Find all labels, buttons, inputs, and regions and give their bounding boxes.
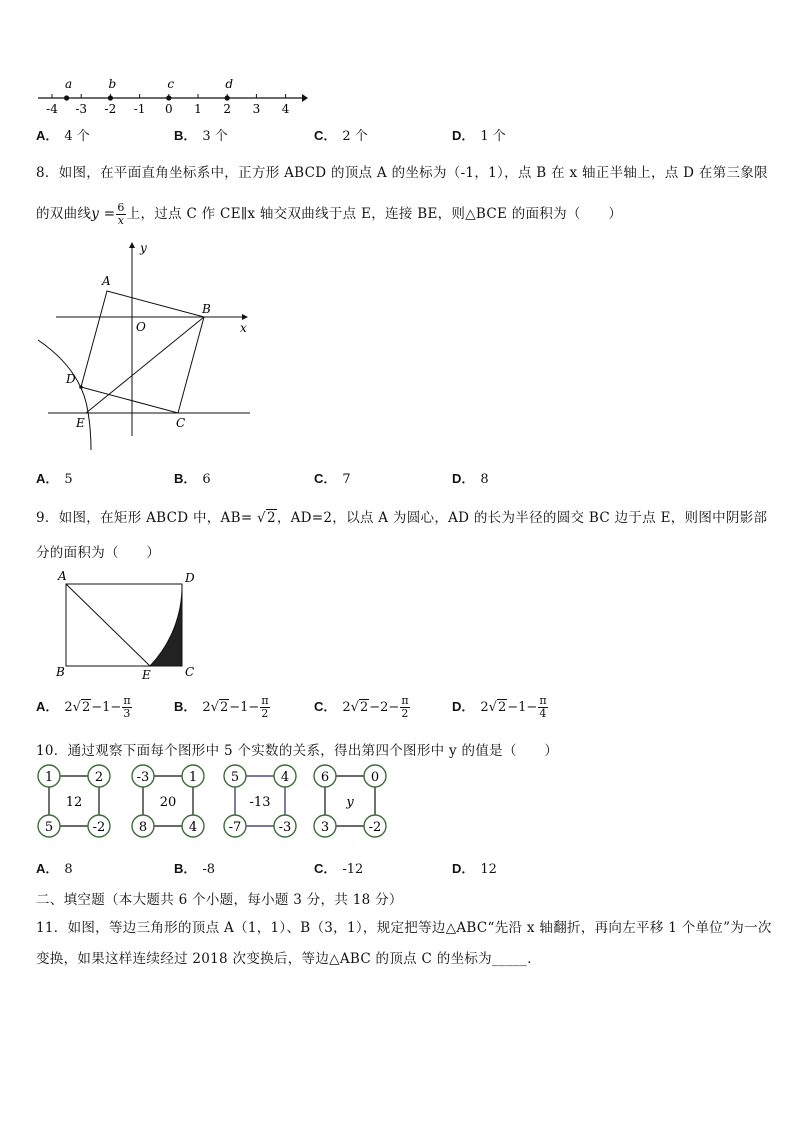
q8-stem-line1: 8．如图，在平面直角坐标系中，正方形 ABCD 的顶点 A 的坐标为（-1，1），点 B 在 x 轴正半轴上，点 D 在第三象限 <box>36 165 768 181</box>
number-line-tick-label: 2 <box>223 102 232 116</box>
number-line-tick-label: 1 <box>194 102 202 116</box>
q10-center-value: y <box>346 795 354 810</box>
number-line-point-label: d <box>225 77 234 91</box>
number-line-point-a <box>64 95 69 100</box>
q10-node-value: -7 <box>228 820 242 835</box>
number-line-tick-label: 0 <box>164 102 173 116</box>
q10-center-value: 12 <box>65 795 83 810</box>
q10-node-value: 8 <box>138 820 148 835</box>
number-line-tick-label: 3 <box>252 102 261 116</box>
q11-stem-line2: 变换，如果这样连续经过 2018 次变换后，等边△ABC 的顶点 C 的坐标为_____． <box>36 951 542 967</box>
q10-node-value: 3 <box>320 820 330 835</box>
q9-stem-line2: 分的面积为（ ） <box>36 545 161 561</box>
number-line-tick-label: -2 <box>104 102 117 116</box>
q10-node-value: 5 <box>44 820 54 835</box>
q10-figure-2 <box>132 765 204 837</box>
q10-node-value: 1 <box>44 770 54 785</box>
label-x: x <box>240 321 247 335</box>
label-a: A <box>58 569 67 583</box>
shaded-region <box>150 584 182 666</box>
q9-option-d[interactable]: D． 2√2−1− $\frac{\pi}{4}$ <box>452 694 547 720</box>
q7-option-b[interactable]: B． 3 个 <box>174 128 228 144</box>
number-line-point-d <box>225 95 230 100</box>
q8-coordinate-figure <box>36 240 256 452</box>
square-abcd <box>81 291 204 413</box>
q10-figure-3 <box>224 765 296 837</box>
label-d: D <box>185 571 195 585</box>
q10-center-value: 20 <box>159 795 177 810</box>
q10-node-value: 1 <box>188 770 198 785</box>
number-line-tick-label: -3 <box>75 102 88 116</box>
q10-node-value: 6 <box>320 770 330 785</box>
q9-options <box>36 695 596 731</box>
number-line-point-label: b <box>108 77 117 91</box>
q10-option-c[interactable]: C． -12 <box>314 861 364 877</box>
q10-figures <box>34 764 394 840</box>
q8-option-b[interactable]: B． 6 <box>174 471 211 487</box>
q8-stem-line2: 的双曲线y = $\frac{6}{x}$ 上，过点 C 作 CE∥x 轴交双曲线于点 E，连接 BE，则△BCE 的面积为（ ） <box>36 201 623 227</box>
number-line-tick-label: -4 <box>46 102 58 116</box>
q9-rectangle-figure <box>54 570 204 682</box>
q11-stem-line1: 11．如图，等边三角形的顶点 A（1，1）、B（3，1），规定把等边△ABC“先沿 x 轴翻折，再向左平移 1 个单位”为一次 <box>36 920 772 936</box>
q10-node-value: -3 <box>136 770 150 785</box>
number-line-point-label: c <box>167 77 175 91</box>
number-line-point-c <box>166 95 171 100</box>
q8-option-c[interactable]: C． 7 <box>314 471 351 487</box>
q9-option-a[interactable]: A． 2√2−1− $\frac{\pi}{3}$ <box>36 694 131 720</box>
q10-figure-1 <box>38 765 110 837</box>
q10-node-value: 2 <box>94 770 104 785</box>
section-heading: 二、填空题（本大题共 6 个小题，每小题 3 分，共 18 分） <box>36 892 403 908</box>
label-c: C <box>185 665 195 679</box>
number-line-point-label: a <box>65 77 73 91</box>
label-o: O <box>136 320 146 334</box>
y-axis-arrow <box>129 242 135 248</box>
number-line-point-b <box>108 95 113 100</box>
q10-node-value: 5 <box>230 770 240 785</box>
q10-option-d[interactable]: D． 12 <box>452 861 497 877</box>
number-line-arrow <box>302 94 308 102</box>
q10-stem: 10．通过观察下面每个图形中 5 个实数的关系，得出第四个图形中 y 的值是（ ） <box>36 743 559 759</box>
number-line-tick-label: 4 <box>281 102 290 116</box>
q10-center-value: -13 <box>249 795 271 810</box>
x-axis-arrow <box>242 314 248 320</box>
segment-ae <box>66 584 150 666</box>
number-line-tick-label: -1 <box>133 102 146 116</box>
label-e: E <box>76 416 85 430</box>
q8-option-d[interactable]: D． 8 <box>452 471 489 487</box>
q9-option-b[interactable]: B． 2√2−1− $\frac{\pi}{2}$ <box>174 694 269 720</box>
q8-option-a[interactable]: A． 5 <box>36 471 73 487</box>
q10-option-a[interactable]: A． 8 <box>36 861 73 877</box>
label-y: y <box>140 241 147 255</box>
q7-option-a[interactable]: A． 4 个 <box>36 128 90 144</box>
label-d: D <box>66 372 76 386</box>
q9-stem-line1: 9．如图，在矩形 ABCD 中，AB= √2，AD=2，以点 A 为圆心，AD 的长为半径的圆交 BC 边于点 E，则图中阴影部 <box>36 510 768 526</box>
label-e: E <box>142 668 151 682</box>
q10-node-value: 4 <box>280 770 290 785</box>
q10-node-value: -2 <box>368 820 382 835</box>
q10-node-value: -2 <box>92 820 106 835</box>
point-d-dot <box>79 385 83 389</box>
q10-node-value: 0 <box>370 770 380 785</box>
hyperbola-branch <box>38 340 91 450</box>
q10-node-value: 4 <box>188 820 198 835</box>
q7-option-d[interactable]: D． 1 个 <box>452 128 506 144</box>
q10-option-b[interactable]: B． -8 <box>174 861 216 877</box>
q10-figure-4 <box>314 765 386 837</box>
label-b: B <box>202 302 211 316</box>
label-a: A <box>102 274 111 288</box>
number-line-figure <box>36 74 308 118</box>
label-b: B <box>56 665 65 679</box>
q9-option-c[interactable]: C． 2√2−2− $\frac{\pi}{2}$ <box>314 694 409 720</box>
q7-option-c[interactable]: C． 2 个 <box>314 128 368 144</box>
q10-node-value: -3 <box>278 820 292 835</box>
label-c: C <box>176 416 186 430</box>
